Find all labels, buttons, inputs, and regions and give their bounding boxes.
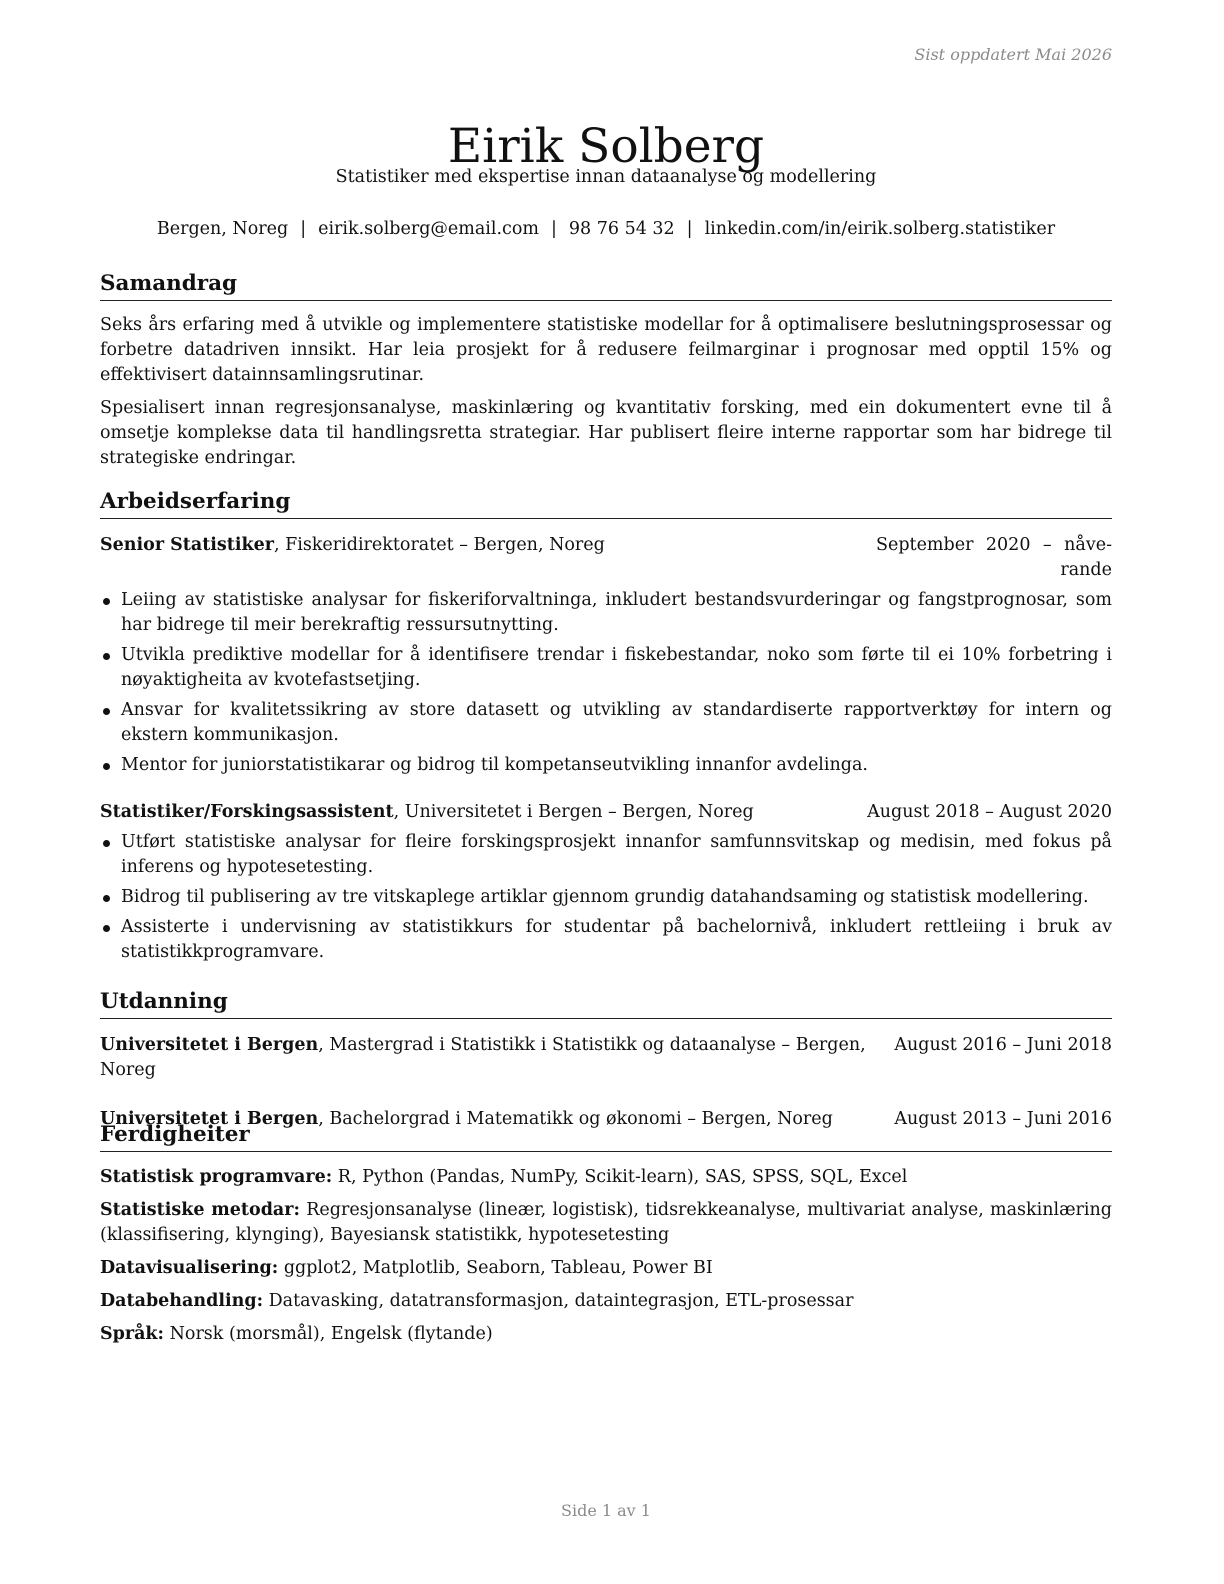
- job-entry: [100, 800, 1112, 965]
- contact-separator: |: [686, 219, 693, 239]
- summary-section: [100, 270, 1112, 471]
- job-bullet-text: Assisterte i undervisning av statistikkurs for studentar på bachelornivå, inkludert rettleiing i bruk av statistikkprogramvare.: [121, 917, 1112, 962]
- contact-separator: |: [300, 219, 307, 239]
- section-title-experience: Arbeidserfaring: [100, 488, 1112, 519]
- bullet-dot-icon: [103, 708, 110, 715]
- bullet-dot-icon: [103, 763, 110, 770]
- skill-value: R, Python (Pandas, NumPy, Scikit-learn), SAS, SPSS, SQL, Excel: [332, 1167, 908, 1187]
- bullet-dot-icon: [103, 598, 110, 605]
- skill-row: [100, 1198, 1112, 1248]
- job-title-line: [100, 533, 605, 583]
- skill-label: Databehandling:: [100, 1291, 264, 1311]
- job-bullet-text: Mentor for juniorstatistikarar og bidrog til kompetanseutvikling innanfor avdelinga.: [121, 755, 868, 775]
- job-dates: [876, 533, 1112, 583]
- skill-value: Datavasking, datatransformasjon, dataintegrasjon, ETL-prosessar: [263, 1291, 854, 1311]
- bullet-dot-icon: [103, 840, 110, 847]
- job-dates-line: rande: [1060, 560, 1112, 580]
- bullet-dot-icon: [103, 895, 110, 902]
- education-title-line: [100, 1033, 894, 1083]
- job-title-line: [100, 800, 754, 825]
- skill-row: [100, 1322, 1112, 1347]
- job-bullet: [100, 753, 1112, 778]
- job-bullet-text: Leiing av statistiske analysar for fiskeriforvaltninga, inkludert bestandsvurderingar og fangstprognosar, som har bidrege til meir berekraftig ressursutnytting.: [121, 590, 1112, 635]
- education-dates: August 2016 – Juni 2018: [894, 1035, 1112, 1055]
- job-organization: , Fiskeridirektoratet – Bergen, Noreg: [273, 535, 605, 555]
- skill-row: [100, 1256, 1112, 1281]
- bullet-dot-icon: [103, 925, 110, 932]
- education-dates: August 2013 – Juni 2016: [894, 1109, 1112, 1129]
- job-bullet-text: Bidrog til publisering av tre vitskaplege artiklar gjennom grundig datahandsaming og statistisk modellering.: [121, 887, 1089, 907]
- bullet-dot-icon: [103, 653, 110, 660]
- skill-row: [100, 1289, 1112, 1314]
- job-bullet: [100, 588, 1112, 638]
- skill-value: ggplot2, Matplotlib, Seaborn, Tableau, Power BI: [278, 1258, 713, 1278]
- contact-line: [100, 219, 1112, 239]
- section-title-summary: Samandrag: [100, 270, 1112, 301]
- job-bullet: [100, 915, 1112, 965]
- job-bullet-list: [100, 588, 1112, 778]
- job-header: [100, 533, 1112, 583]
- skill-value: Regresjonsanalyse (lineær, logistisk), tidsrekkeanalyse, multivariat analyse, maskinlæring (klassifisering, klynging), Bayesiansk statistikk, hypotesetesting: [100, 1200, 1112, 1245]
- section-title-education: Utdanning: [100, 988, 1112, 1019]
- job-organization: , Universitetet i Bergen – Bergen, Noreg: [393, 802, 754, 822]
- job-bullet-list: [100, 830, 1112, 965]
- contact-location: Bergen, Noreg: [156, 219, 289, 239]
- job-dates-line: September 2020 – nåve-: [876, 535, 1112, 555]
- contact-phone: 98 76 54 32: [568, 219, 675, 239]
- tagline: Statistiker med ekspertise innan dataanalyse og modellering: [335, 167, 877, 187]
- job-header: [100, 800, 1112, 825]
- page-number: Side 1 av 1: [561, 1501, 651, 1520]
- experience-section: [100, 488, 1112, 970]
- education-detail: , Mastergrad i Statistikk i Statistikk og dataanalyse – Bergen, Noreg: [100, 1035, 866, 1080]
- education-school: Universitetet i Bergen: [100, 1109, 319, 1129]
- job-role: Statistiker/Forskingsassistent: [100, 802, 394, 822]
- skill-row: [100, 1165, 1112, 1190]
- education-school: Universitetet i Bergen: [100, 1035, 319, 1055]
- job-bullet-text: Ansvar for kvalitetssikring av store datasett og utvikling av standardiserte rapportverktøy for intern og ekstern kommunikasjon.: [121, 700, 1112, 745]
- skill-value: Norsk (morsmål), Engelsk (flytande): [164, 1324, 493, 1344]
- job-bullet: [100, 643, 1112, 693]
- education-section: [100, 988, 1112, 1132]
- summary-paragraph: Spesialisert innan regresjonsanalyse, maskinlæring og kvantitativ forsking, med ein dokumentert evne til å omsetje komplekse data til handlingsretta strategiar. Har publisert fleire interne rapportar som har bidrege til strategiske endringar.: [100, 398, 1112, 468]
- job-dates: August 2018 – August 2020: [867, 802, 1112, 822]
- skill-label: Statistisk programvare:: [100, 1167, 333, 1187]
- education-entry: [100, 1033, 1112, 1083]
- section-title-skills: Ferdigheiter: [100, 1121, 1112, 1152]
- skill-label: Statistiske metodar:: [100, 1200, 300, 1220]
- contact-linkedin[interactable]: linkedin.com/in/eirik.solberg.statistiker: [704, 219, 1056, 239]
- summary-paragraph: Seks års erfaring med å utvikle og implementere statistiske modellar for å optimalisere beslutningsprosessar og forbetre datadriven innsikt. Har leia prosjekt for å redusere feilmarginar i prognosar med opptil 15% og effektivisert datainnsamlingsrutinar.: [100, 315, 1112, 385]
- skill-label: Språk:: [100, 1324, 165, 1344]
- education-detail: , Bachelorgrad i Matematikk og økonomi – Bergen, Noreg: [318, 1109, 833, 1129]
- skill-label: Datavisualisering:: [100, 1258, 279, 1278]
- job-bullet-text: Utført statistiske analysar for fleire forskingsprosjekt innanfor samfunnsvitskap og medisin, med fokus på inferens og hypotesetesting.: [121, 832, 1112, 877]
- job-bullet: [100, 830, 1112, 880]
- person-name: Eirik Solberg: [447, 119, 765, 175]
- job-bullet: [100, 698, 1112, 748]
- contact-email[interactable]: eirik.solberg@email.com: [318, 219, 539, 239]
- job-entry: [100, 533, 1112, 778]
- job-bullet-text: Utvikla prediktive modellar for å identifisere trendar i fiskebestandar, noko som førte til ei 10% forbetring i nøyaktigheita av kvotefastsetjing.: [121, 645, 1112, 690]
- job-role: Senior Statistiker: [100, 535, 274, 555]
- contact-separator: |: [551, 219, 557, 239]
- last-updated-note: Sist oppdatert Mai 2026: [914, 45, 1112, 64]
- job-bullet: [100, 885, 1112, 910]
- resume-page: [100, 0, 1112, 1584]
- skills-section: [100, 1121, 1112, 1355]
